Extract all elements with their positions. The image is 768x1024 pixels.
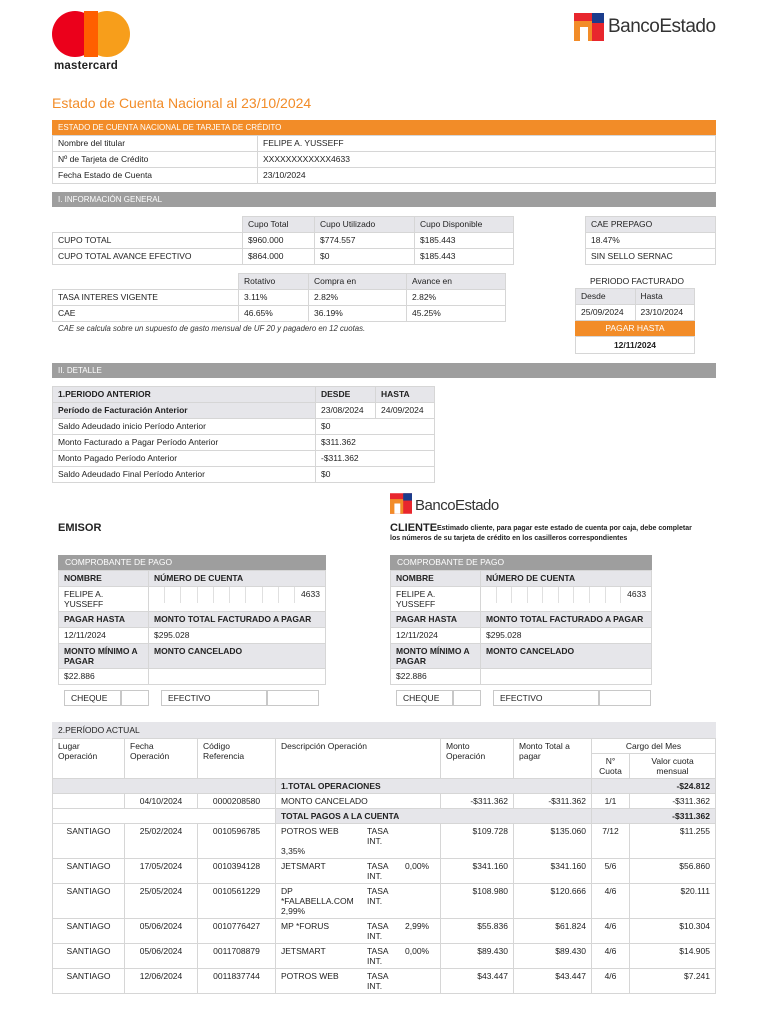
cell-fecha: 05/06/2024 bbox=[125, 944, 198, 969]
cell: 1/1 bbox=[592, 794, 630, 809]
cell: $774.557 bbox=[315, 233, 415, 249]
table-row bbox=[53, 919, 716, 944]
detalle-bar: II. DETALLE bbox=[52, 363, 716, 378]
bancoestado-wordmark: BancoEstado bbox=[415, 497, 499, 514]
periodo-anterior-hasta: 24/09/2024 bbox=[376, 403, 435, 419]
cell: -$311.362 bbox=[441, 794, 514, 809]
transaction-rows bbox=[53, 824, 716, 994]
cell-total: $341.160 bbox=[514, 859, 592, 884]
payment-options bbox=[390, 690, 652, 706]
cell-lugar: SANTIAGO bbox=[53, 944, 125, 969]
cell: $185.443 bbox=[415, 233, 514, 249]
bancoestado-icon bbox=[574, 13, 604, 41]
holder-label: Nombre del titular bbox=[53, 136, 258, 152]
desc-merchant: POTROS WEB bbox=[281, 971, 339, 981]
cell: $0 bbox=[315, 249, 415, 265]
account-number-boxes[interactable] bbox=[149, 587, 326, 612]
cell-fecha: 05/06/2024 bbox=[125, 919, 198, 944]
cell-monto: $109.728 bbox=[441, 824, 514, 859]
minimo-label-line: PAGAR bbox=[64, 656, 95, 666]
row-value: -$311.362 bbox=[316, 451, 435, 467]
bancoestado-icon bbox=[390, 493, 412, 514]
periodo-anterior-label: Período de Facturación Anterior bbox=[53, 403, 316, 419]
periodo-table bbox=[575, 288, 695, 321]
col-total: Monto Total a pagar bbox=[514, 739, 592, 779]
pagar-label: PAGAR HASTA bbox=[59, 612, 149, 628]
bancoestado-wordmark: BancoEstado bbox=[608, 16, 716, 37]
cell-total: $43.447 bbox=[514, 969, 592, 994]
cell: 0000208580 bbox=[198, 794, 276, 809]
table-header-row bbox=[53, 274, 506, 290]
transactions-table bbox=[52, 738, 716, 994]
cae-prepago-label: CAE PREPAGO bbox=[586, 217, 716, 233]
cliente-label: CLIENTE bbox=[390, 522, 438, 534]
periodo-anterior-table bbox=[52, 386, 435, 483]
cell-monto: $108.980 bbox=[441, 884, 514, 919]
row-label: Saldo Adeudado inicio Período Anterior bbox=[53, 419, 316, 435]
col-descripcion: Descripción Operación bbox=[276, 739, 441, 779]
minimo-label bbox=[59, 644, 149, 669]
desc-merchant: MP *FORUS bbox=[281, 921, 330, 931]
table-row bbox=[53, 969, 716, 994]
desde-value: 25/09/2024 bbox=[576, 305, 636, 321]
nombre-value: FELIPE A. YUSSEFF bbox=[391, 587, 481, 612]
cell: $864.000 bbox=[243, 249, 315, 265]
cell-codigo: 0010776427 bbox=[198, 919, 276, 944]
col-monto: Monto Operación bbox=[441, 739, 514, 779]
desc-merchant: JETSMART bbox=[281, 861, 326, 871]
cell-codigo: 0010561229 bbox=[198, 884, 276, 919]
col-codigo: Código Referencia bbox=[198, 739, 276, 779]
efectivo-checkbox[interactable] bbox=[267, 690, 319, 706]
table-row bbox=[53, 794, 716, 809]
table-row bbox=[53, 824, 716, 859]
numero-label: NÚMERO DE CUENTA bbox=[481, 571, 652, 587]
total-pagos-row bbox=[53, 809, 716, 824]
cell-valor: $10.304 bbox=[630, 919, 716, 944]
card-number-value: XXXXXXXXXXXX4633 bbox=[258, 152, 716, 168]
statement-date-value: 23/10/2024 bbox=[258, 168, 716, 184]
cell-valor: $7.241 bbox=[630, 969, 716, 994]
periodo-anterior-desde: 23/08/2024 bbox=[316, 403, 376, 419]
cell-codigo: 0011837744 bbox=[198, 969, 276, 994]
cell-desc bbox=[276, 944, 441, 969]
row-label: CUPO TOTAL bbox=[53, 233, 243, 249]
row-label: Monto Pagado Período Anterior bbox=[53, 451, 316, 467]
cell-total: $135.060 bbox=[514, 824, 592, 859]
account-header-table bbox=[52, 135, 716, 184]
table-row bbox=[53, 290, 506, 306]
cell: MONTO CANCELADO bbox=[276, 794, 441, 809]
hasta-label: Hasta bbox=[635, 289, 695, 305]
cell-lugar: SANTIAGO bbox=[53, 919, 125, 944]
cell-lugar: SANTIAGO bbox=[53, 859, 125, 884]
cell-valor: $20.111 bbox=[630, 884, 716, 919]
pagar-value: 12/11/2024 bbox=[391, 628, 481, 644]
table-header-row bbox=[53, 739, 716, 754]
col-cargo-mes: Cargo del Mes bbox=[592, 739, 716, 754]
table-row bbox=[53, 136, 716, 152]
total-operaciones-value: -$24.812 bbox=[592, 779, 716, 794]
cell-desc bbox=[276, 919, 441, 944]
holder-value: FELIPE A. YUSSEFF bbox=[258, 136, 716, 152]
emisor-coupon bbox=[58, 555, 326, 706]
table-row bbox=[53, 944, 716, 969]
minimo-value: $22.886 bbox=[391, 669, 481, 685]
cell-cuota: 4/6 bbox=[592, 969, 630, 994]
nombre-value: FELIPE A. YUSSEFF bbox=[59, 587, 149, 612]
mastercard-overlap bbox=[84, 11, 98, 57]
row-label: CUPO TOTAL AVANCE EFECTIVO bbox=[53, 249, 243, 265]
desc-tasa-continued: 2,99% bbox=[281, 906, 306, 916]
desc-tasa-continued: 3,35% bbox=[281, 846, 306, 856]
cancelado-field[interactable] bbox=[481, 669, 652, 685]
total-pagos-label: TOTAL PAGOS A LA CUENTA bbox=[276, 809, 592, 824]
desc-tasa-value: 2,99% bbox=[405, 921, 430, 931]
total-operaciones-label: 1.TOTAL OPERACIONES bbox=[276, 779, 592, 794]
desc-tasa-label: TASA INT. bbox=[367, 921, 389, 941]
account-number-boxes[interactable] bbox=[481, 587, 652, 612]
col-cupo-disponible: Cupo Disponible bbox=[415, 217, 514, 233]
cell-valor: $14.905 bbox=[630, 944, 716, 969]
cell-desc bbox=[276, 824, 441, 859]
nombre-label: NOMBRE bbox=[391, 571, 481, 587]
col-cupo-total: Cupo Total bbox=[243, 217, 315, 233]
cell-codigo: 0011708879 bbox=[198, 944, 276, 969]
table-row bbox=[53, 419, 435, 435]
periodo-anterior-heading: 1.PERIODO ANTERIOR bbox=[53, 387, 316, 403]
cell-fecha: 17/05/2024 bbox=[125, 859, 198, 884]
row-label: Monto Facturado a Pagar Período Anterior bbox=[53, 435, 316, 451]
efectivo-checkbox[interactable] bbox=[599, 690, 651, 706]
cliente-note-line-2: los números de su tarjeta de crédito en los casilleros correspondientes bbox=[390, 535, 628, 542]
efectivo-option[interactable]: EFECTIVO bbox=[161, 690, 267, 706]
cae-note: CAE se calcula sobre un supuesto de gasto mensual de UF 20 y pagadero en 12 cuotas. bbox=[58, 324, 366, 333]
total-operaciones-row bbox=[53, 779, 716, 794]
tasa-table bbox=[52, 273, 506, 322]
row-label: CAE bbox=[53, 306, 239, 322]
coupon-head: COMPROBANTE DE PAGO bbox=[58, 555, 326, 570]
cae-prepago-value: 18.47% bbox=[586, 233, 716, 249]
mastercard-wordmark: mastercard bbox=[54, 60, 119, 72]
table-row bbox=[53, 152, 716, 168]
cheque-checkbox[interactable] bbox=[453, 690, 481, 706]
card-number-label: Nº de Tarjeta de Crédito bbox=[53, 152, 258, 168]
cancelado-label: MONTO CANCELADO bbox=[481, 644, 652, 669]
nombre-label: NOMBRE bbox=[59, 571, 149, 587]
cell-monto: $55.836 bbox=[441, 919, 514, 944]
cell-monto: $89.430 bbox=[441, 944, 514, 969]
account-last-digits: 4633 bbox=[301, 589, 320, 599]
row-value: $0 bbox=[316, 419, 435, 435]
cell-total: $89.430 bbox=[514, 944, 592, 969]
cancelado-label: MONTO CANCELADO bbox=[149, 644, 326, 669]
col-lugar: Lugar Operación bbox=[53, 739, 125, 779]
cheque-option[interactable]: CHEQUE bbox=[64, 690, 121, 706]
desde-label: Desde bbox=[576, 289, 636, 305]
cell: -$311.362 bbox=[630, 794, 716, 809]
payment-options bbox=[58, 690, 326, 706]
col-rotativo: Rotativo bbox=[239, 274, 309, 290]
cell-codigo: 0010394128 bbox=[198, 859, 276, 884]
cell: -$311.362 bbox=[514, 794, 592, 809]
cell-valor: $56.860 bbox=[630, 859, 716, 884]
pagar-hasta-value: 12/11/2024 bbox=[575, 336, 695, 354]
cell: 04/10/2024 bbox=[125, 794, 198, 809]
cell-lugar: SANTIAGO bbox=[53, 969, 125, 994]
table-row bbox=[53, 884, 716, 919]
account-header-bar: ESTADO DE CUENTA NACIONAL DE TARJETA DE CRÉDITO bbox=[52, 120, 716, 135]
desc-merchant: DP *FALABELLA.COM bbox=[281, 886, 354, 906]
desc-tasa-label: TASA INT. bbox=[367, 886, 389, 906]
table-row bbox=[53, 859, 716, 884]
col-valor: Valor cuota mensual bbox=[630, 754, 716, 779]
cell: $960.000 bbox=[243, 233, 315, 249]
row-label: TASA INTERES VIGENTE bbox=[53, 290, 239, 306]
minimo-value: $22.886 bbox=[59, 669, 149, 685]
coupon-table bbox=[58, 570, 326, 685]
table-row bbox=[53, 233, 514, 249]
total-pagos-value: -$311.362 bbox=[592, 809, 716, 824]
monto-value: $295.028 bbox=[149, 628, 326, 644]
monto-value: $295.028 bbox=[481, 628, 652, 644]
col-avance: Avance en bbox=[407, 274, 506, 290]
table-row bbox=[53, 451, 435, 467]
pagar-hasta-label: PAGAR HASTA bbox=[575, 321, 695, 336]
cell-cuota: 4/6 bbox=[592, 884, 630, 919]
cheque-checkbox[interactable] bbox=[121, 690, 149, 706]
col-compra: Compra en bbox=[309, 274, 407, 290]
periodo-facturado-label: PERIODO FACTURADO bbox=[590, 276, 684, 286]
desc-tasa-label: TASA INT. bbox=[367, 971, 389, 991]
cell-fecha: 12/06/2024 bbox=[125, 969, 198, 994]
cell-cuota: 4/6 bbox=[592, 944, 630, 969]
cell: 3.11% bbox=[239, 290, 309, 306]
coupon-head: COMPROBANTE DE PAGO bbox=[390, 555, 652, 570]
cell-fecha: 25/05/2024 bbox=[125, 884, 198, 919]
cell: 45.25% bbox=[407, 306, 506, 322]
desc-tasa-label: TASA INT. bbox=[367, 946, 389, 966]
hasta-heading: HASTA bbox=[376, 387, 435, 403]
efectivo-option[interactable]: EFECTIVO bbox=[493, 690, 599, 706]
sernac-seal-status: SIN SELLO SERNAC bbox=[586, 249, 716, 265]
table-header-row bbox=[53, 217, 514, 233]
cupo-table bbox=[52, 216, 514, 265]
table-row bbox=[53, 168, 716, 184]
cell-desc bbox=[276, 859, 441, 884]
desde-heading: DESDE bbox=[316, 387, 376, 403]
cell-codigo: 0010596785 bbox=[198, 824, 276, 859]
minimo-label-line: MONTO MÍNIMO A bbox=[64, 646, 138, 656]
col-cuota: N° Cuota bbox=[592, 754, 630, 779]
hasta-value: 23/10/2024 bbox=[635, 305, 695, 321]
cell-total: $120.666 bbox=[514, 884, 592, 919]
cell-lugar: SANTIAGO bbox=[53, 884, 125, 919]
page-title: Estado de Cuenta Nacional al 23/10/2024 bbox=[52, 95, 312, 111]
monto-label: MONTO TOTAL FACTURADO A PAGAR bbox=[481, 612, 652, 628]
row-value: $311.362 bbox=[316, 435, 435, 451]
cell-monto: $43.447 bbox=[441, 969, 514, 994]
minimo-label bbox=[391, 644, 481, 669]
statement-date-label: Fecha Estado de Cuenta bbox=[53, 168, 258, 184]
table-row bbox=[53, 306, 506, 322]
cell: 46.65% bbox=[239, 306, 309, 322]
minimo-label-line: MONTO MÍNIMO A bbox=[396, 646, 470, 656]
table-row bbox=[53, 435, 435, 451]
cell-monto: $341.160 bbox=[441, 859, 514, 884]
cell-desc bbox=[276, 969, 441, 994]
desc-tasa-label: TASA INT. bbox=[367, 826, 389, 846]
monto-label: MONTO TOTAL FACTURADO A PAGAR bbox=[149, 612, 326, 628]
cliente-note bbox=[437, 525, 737, 532]
desc-merchant: POTROS WEB bbox=[281, 826, 339, 836]
periodo-actual-heading: 2.PERÍODO ACTUAL bbox=[52, 722, 716, 738]
cancelado-field[interactable] bbox=[149, 669, 326, 685]
cell: $185.443 bbox=[415, 249, 514, 265]
emisor-label: EMISOR bbox=[58, 522, 102, 534]
row-value: $0 bbox=[316, 467, 435, 483]
col-fecha: Fecha Operación bbox=[125, 739, 198, 779]
cae-prepago-box bbox=[585, 216, 716, 265]
pagar-value: 12/11/2024 bbox=[59, 628, 149, 644]
cell-cuota: 7/12 bbox=[592, 824, 630, 859]
cell-cuota: 5/6 bbox=[592, 859, 630, 884]
cell-desc bbox=[276, 884, 441, 919]
row-label: Saldo Adeudado Final Período Anterior bbox=[53, 467, 316, 483]
cliente-note-line: Estimado cliente, para pagar este estado de cuenta por caja, debe completar bbox=[437, 525, 692, 532]
general-info-bar: I. INFORMACIÓN GENERAL bbox=[52, 192, 716, 207]
pagar-label: PAGAR HASTA bbox=[391, 612, 481, 628]
cheque-option[interactable]: CHEQUE bbox=[396, 690, 453, 706]
minimo-label-line: PAGAR bbox=[396, 656, 427, 666]
cliente-coupon bbox=[390, 555, 652, 706]
cell-fecha: 25/02/2024 bbox=[125, 824, 198, 859]
cell-total: $61.824 bbox=[514, 919, 592, 944]
cell-cuota: 4/6 bbox=[592, 919, 630, 944]
col-cupo-utilizado: Cupo Utilizado bbox=[315, 217, 415, 233]
desc-tasa-label: TASA INT. bbox=[367, 861, 389, 881]
table-row bbox=[53, 467, 435, 483]
cell: 2.82% bbox=[309, 290, 407, 306]
desc-tasa-value: 0,00% bbox=[405, 946, 430, 956]
numero-label: NÚMERO DE CUENTA bbox=[149, 571, 326, 587]
cell: 36.19% bbox=[309, 306, 407, 322]
cell-lugar: SANTIAGO bbox=[53, 824, 125, 859]
cell: 2.82% bbox=[407, 290, 506, 306]
desc-tasa-value: 0,00% bbox=[405, 861, 430, 871]
table-row bbox=[53, 249, 514, 265]
account-last-digits: 4633 bbox=[627, 589, 647, 599]
cell-valor: $11.255 bbox=[630, 824, 716, 859]
desc-merchant: JETSMART bbox=[281, 946, 326, 956]
coupon-table bbox=[390, 570, 652, 685]
account-header-section bbox=[52, 120, 716, 184]
